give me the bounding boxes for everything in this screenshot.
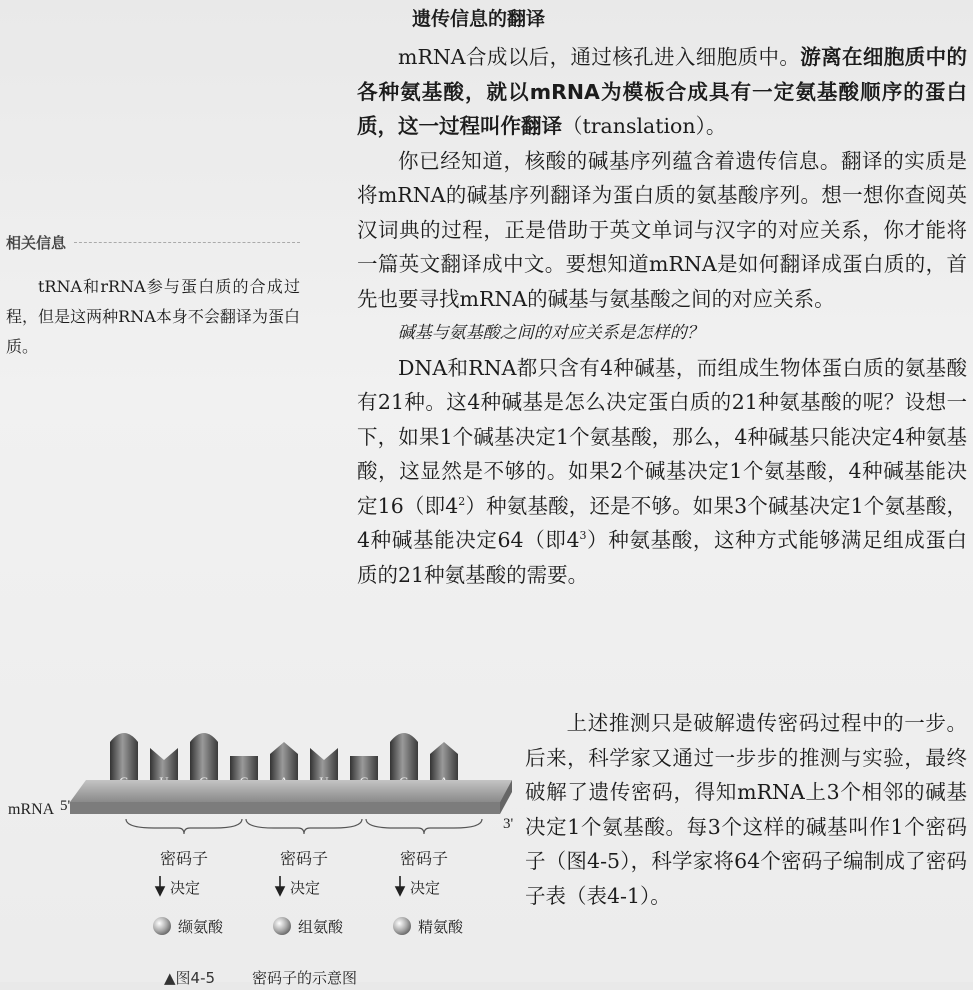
amino-acid-ball-icon [273, 917, 291, 935]
codon-label: 密码子 [159, 849, 209, 868]
down-arrow-icon [276, 876, 284, 895]
para1-text-a: mRNA合成以后，通过核孔进入细胞质中。 [398, 45, 801, 69]
amino-acid-label: 精氨酸 [418, 918, 464, 936]
down-arrow-icon [156, 876, 164, 895]
para1-text-c: （translation）。 [562, 114, 727, 138]
main-text [357, 40, 967, 592]
para4-text: 上述推测只是破解遗传密码过程中的一步。后来，科学家又通过一步步的推测与实验，最终破解了遗传密码，得知mRNA上3个相邻的碱基决定1个氨基酸。每3个这样的碱基叫作1个密码子（图4-5），科学家将64个密码子编制成了密码子表（表4-1）。 [525, 711, 967, 908]
three-prime-label: 3' [503, 816, 514, 832]
figure-caption-text: 密码子的示意图 [252, 969, 358, 987]
amino-acid-label: 缬氨酸 [178, 918, 224, 936]
superscript-3: 3 [579, 529, 587, 543]
amino-acid-label: 组氨酸 [298, 918, 344, 936]
codon-figure [0, 700, 520, 990]
codon-brace [126, 819, 242, 834]
paragraph-4 [525, 706, 967, 913]
mrna-strand-front [70, 802, 500, 814]
five-prime-label: 5' [60, 798, 71, 814]
decide-label: 决定 [170, 879, 201, 897]
amino-acid-ball-icon [153, 917, 171, 935]
paragraph-2: 你已经知道，核酸的碱基序列蕴含着遗传信息。翻译的实质是将mRNA的碱基序列翻译为蛋白质的氨基酸序列。想一想你查阅英汉词典的过程，正是借助于英文单词与汉字的对应关系，你才能将一篇英文翻译成中文。要想知道mRNA是如何翻译成蛋白质的，首先也要寻找mRNA的碱基与氨基酸之间的对应关系。 [357, 148, 967, 311]
mrna-label: mRNA [8, 801, 55, 818]
codon-label: 密码子 [279, 849, 329, 868]
amino-acid-ball-icon [393, 917, 411, 935]
sidebar-note-text: tRNA和rRNA参与蛋白质的合成过程，但是这两种RNA本身不会翻译为蛋白质。 [6, 277, 300, 356]
section-title: 遗传信息的翻译 [412, 8, 546, 30]
codon-brace [246, 819, 362, 834]
figure-caption-number: ▲图4-5 [164, 969, 216, 987]
mrna-strand-top [70, 780, 512, 802]
para3-text-b: ）种氨基酸，还是不够。如果3个碱基决定1个氨基酸，4种碱基能决定64（即4 [357, 493, 967, 552]
sidebar-divider [74, 242, 300, 243]
para3-text-c: ）种氨基酸，这种方式能够满足组成蛋白质的21种氨基酸的需要。 [357, 528, 968, 587]
para3-text-a: DNA和RNA都只含有4种碱基，而组成生物体蛋白质的氨基酸有21种。这4种碱基是怎么决定蛋白质的21种氨基酸的呢？设想一下，如果1个碱基决定1个氨基酸，那么，4种碱基只能决定4种氨基酸，这显然是不够的。如果2个碱基决定1个氨基酸，4种碱基能决定16（即4 [357, 355, 967, 518]
question-line: 碱基与氨基酸之间的对应关系是怎样的？ [397, 323, 704, 343]
down-arrow-icon [396, 876, 404, 895]
codon-group [126, 819, 482, 936]
codon-label: 密码子 [399, 849, 449, 868]
paragraph-3 [357, 351, 967, 593]
paragraph-1 [357, 40, 967, 144]
codon-brace [366, 819, 482, 834]
sidebar-heading [6, 232, 300, 253]
decide-label: 决定 [410, 879, 441, 897]
sidebar-heading-text: 相关信息 [6, 234, 67, 252]
para1-bold: 游离在细胞质中的各种氨基酸，就以mRNA为模板合成具有一定氨基酸顺序的蛋白质，这一过程叫作翻译 [357, 45, 967, 138]
sidebar-note [6, 272, 300, 362]
decide-label: 决定 [290, 879, 321, 897]
superscript-2: 2 [458, 494, 466, 508]
